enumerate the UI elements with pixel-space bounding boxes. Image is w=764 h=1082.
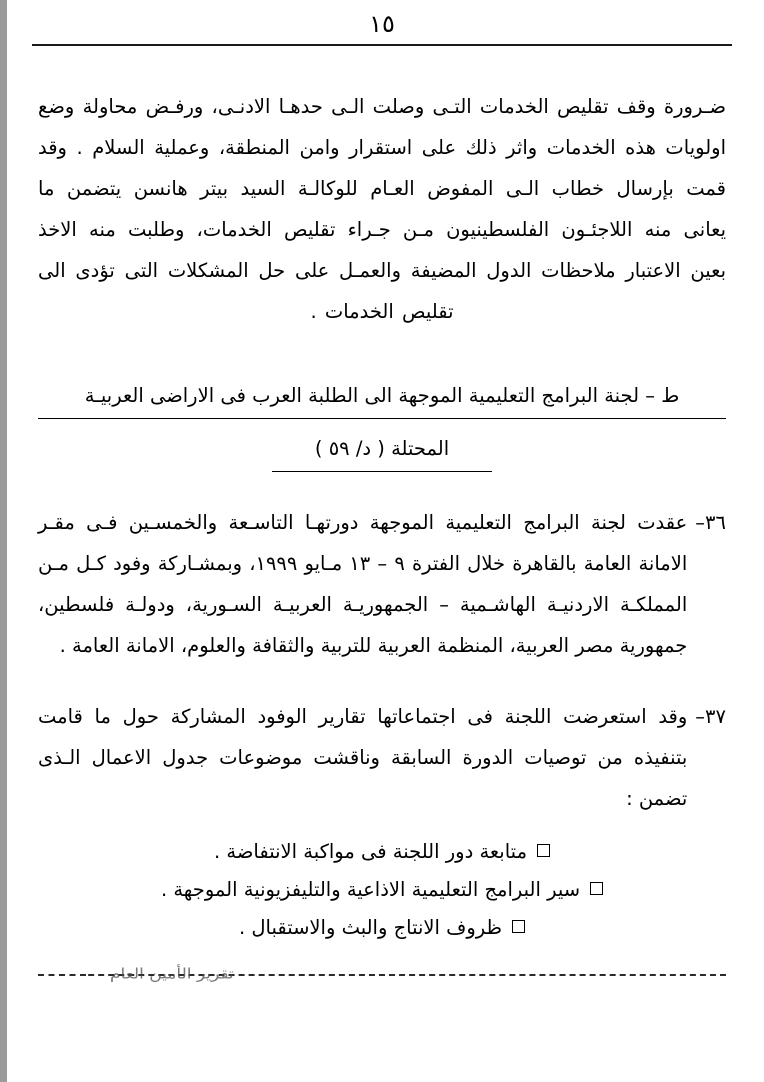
page-edge-artifact (0, 0, 7, 1082)
bullet-text: ظروف الانتاج والبث والاستقبال . (238, 916, 503, 939)
list-item (38, 909, 726, 947)
section-heading-line2: المحتلة ( د/ ٥٩ ) (272, 429, 492, 472)
square-bullet-icon (512, 920, 525, 933)
list-item (38, 871, 726, 909)
page-footer (38, 964, 726, 1004)
square-bullet-icon (590, 882, 603, 895)
section-heading-line1: ط – لجنة البرامج التعليمية الموجهة الى الطلبة العرب فى الاراضى العربيـة (38, 376, 726, 419)
list-item-36-number: ٣٦– (695, 511, 726, 534)
page-number: ١٥ (369, 10, 395, 38)
list-item (38, 833, 726, 871)
intro-paragraph: ضـرورة وقف تقليص الخدمات التـى وصلت الـى حدهـا الادنـى، ورفـض محاولة وضع اولويات هذه الخدمات واثر ذلك على استقرار وامن المنطقة، وعملية السلام . وقد قمت بإرسال خطاب الـى المفوض العـام للوكالـة السيد بيتر هانسن يتضمن ما يعانى منه اللاجئـون الفلسطينيون مـن جـراء تقليص الخدمات، وطلبت منه الاخذ بعين الاعتبار ملاحظات الدول المضيفة والعمـل على حل المشكلات التى تؤدى الى تقليص الخدمات . (38, 95, 726, 323)
bullet-list (38, 833, 726, 947)
footer-rule-left (38, 974, 86, 976)
list-item-37-number: ٣٧– (695, 705, 726, 728)
list-item-37 (38, 696, 726, 819)
header-rule (32, 44, 732, 46)
square-bullet-icon (537, 844, 550, 857)
list-item-36-text: عقدت لجنة البرامج التعليمية الموجهة دورتهـا التاسـعة والخمسـين فـى مقـر الامانة العامة بالقاهرة خلال الفترة ٩ – ١٣ مـايو ١٩٩٩، وبمشـاركة وفود كـل مـن المملكـة الاردنيـة الهاشـمية – الجمهوريـة العربيـة السـورية، ودولـة فلسطين، جمهورية مصر العربية، المنظمة العربية للتربية والثقافة والعلوم، الامانة العامة . (38, 511, 688, 657)
list-item-37-text: وقد استعرضت اللجنة فى اجتماعاتها تقارير الوفود المشاركة حول ما قامت بتنفيذه من توصيات الدورة السابقة وناقشت موضوعات جدول الاعمال الـذى تضمن : (38, 705, 688, 810)
bullet-text: سير البرامج التعليمية الاذاعية والتليفزيونية الموجهة . (160, 878, 581, 901)
list-item-36 (38, 502, 726, 666)
footer-watermark: تقرير الأمين العام (110, 965, 234, 983)
section-heading (38, 376, 726, 472)
bullet-text: متابعة دور اللجنة فى مواكبة الانتفاضة . (214, 840, 528, 863)
